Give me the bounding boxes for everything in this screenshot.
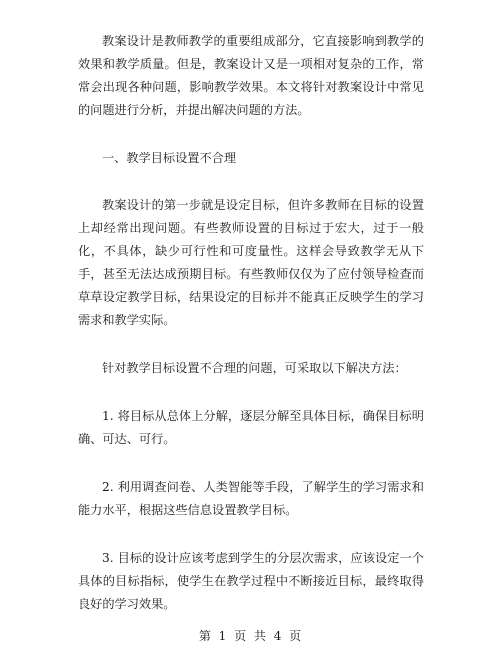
solutions-intro-paragraph: 针对教学目标设置不合理的问题，可采取以下解决方法： [102,361,407,375]
intro-paragraph: 教案设计是教师教学的重要组成部分，它直接影响到教学的效果和教学质量。但是，教案设计又是一项相对复杂的工作，常常会出现各种问题，影响教学效果。本文将针对教案设计中常见的问题进行分析，并提出解决问题的方法。 [78,34,424,117]
section-heading: 一、教学目标设置不合理 [102,151,237,165]
page-number-footer: 第 1 页 共 4 页 [198,629,304,643]
list-item-3: 3. 目标的设计应该考虑到学生的分层次需求，应该设定一个具体的目标指标，使学生在教学过程中不断接近目标，最终取得良好的学习效果。 [78,551,424,611]
list-item-2: 2. 利用调查问卷、人类智能等手段，了解学生的学习需求和能力水平，根据这些信息设置教学目标。 [78,480,424,517]
body-paragraph: 教案设计的第一步就是设定目标，但许多教师在目标的设置上却经常出现问题。有些教师设置的目标过于宏大，过于一般化，不具体，缺少可行性和可度量性。这样会导致教学无从下手，甚至无法达成预期目标。有些教师仅仅为了应付领导检查而草草设定教学目标，结果设定的目标并不能真正反映学生的学习需求和教学实际。 [78,198,424,327]
list-item-1: 1. 将目标从总体上分解，逐层分解至具体目标，确保目标明确、可达、可行。 [78,409,424,446]
document-body [78,30,424,641]
